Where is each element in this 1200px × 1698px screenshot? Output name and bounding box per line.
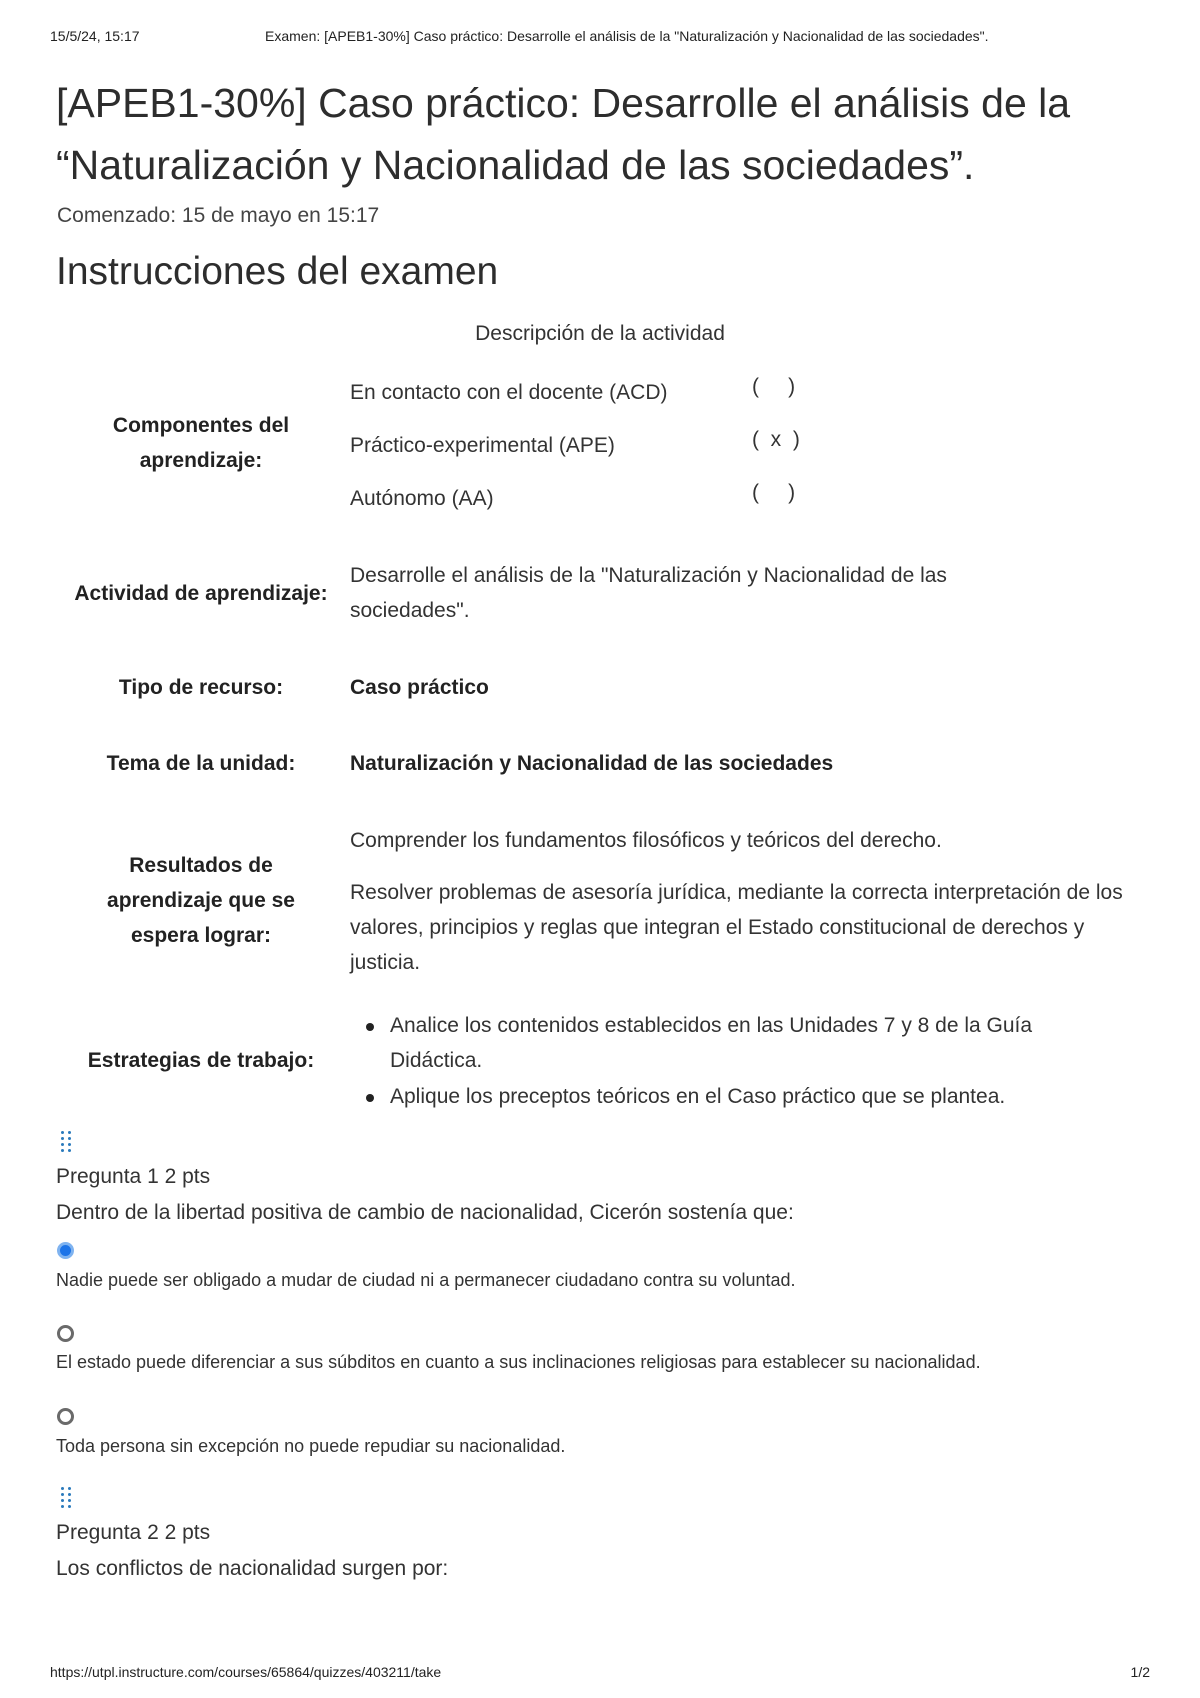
radio-button[interactable] (57, 1242, 74, 1259)
question-text: Dentro de la libertad positiva de cambio de nacionalidad, Cicerón sostenía que: (56, 1201, 794, 1224)
components-label: Componentes del aprendizaje: (112, 414, 290, 472)
strategy-item: Aplique los preceptos teóricos en el Caso práctico que se plantea. (350, 1079, 1130, 1114)
page-number: 1/2 (1130, 1664, 1150, 1680)
strategies-label: Estrategias de trabajo: (87, 1049, 315, 1072)
table-caption: Descripción de la actividad (475, 322, 725, 345)
quiz-started-time: Comenzado: 15 de mayo en 15:17 (57, 204, 380, 227)
print-date: 15/5/24, 15:17 (50, 28, 140, 44)
print-url: https://utpl.instructure.com/courses/65864/quizzes/403211/take (50, 1664, 442, 1680)
component-mark: ( ) (752, 481, 796, 504)
question-text: Los conflictos de nacionalidad surgen por: (56, 1557, 449, 1580)
outcomes-label: Resultados de aprendizaje que se espera lograr: (107, 854, 295, 947)
answer-label[interactable]: Nadie puede ser obligado a mudar de ciudad ni a permanecer ciudadano contra su voluntad. (56, 1270, 796, 1290)
answer-label[interactable]: El estado puede diferenciar a sus súbditos en cuanto a sus inclinaciones religiosas para establecer su nacionalidad. (56, 1352, 981, 1372)
strategies-list (350, 1008, 1130, 1115)
print-document-title: Examen: [APEB1-30%] Caso práctico: Desarrolle el análisis de la "Naturalización y Nacionalidad de las sociedades". (265, 28, 989, 44)
unit-topic-value: Naturalización y Nacionalidad de las sociedades (350, 752, 834, 775)
unit-topic-label: Tema de la unidad: (106, 752, 296, 775)
quiz-title: [APEB1-30%] Caso práctico: Desarrolle el análisis de la “Naturalización y Nacionalidad de las sociedades”. (56, 80, 1071, 188)
question-header: Pregunta 1 2 pts (56, 1165, 211, 1188)
print-footer (50, 1664, 1150, 1680)
component-mark: ( x ) (752, 428, 800, 451)
radio-button[interactable] (57, 1325, 74, 1342)
instructions-heading: Instrucciones del examen (56, 250, 499, 293)
resource-value: Caso práctico (350, 676, 489, 699)
answer-label[interactable]: Toda persona sin excepción no puede repudiar su nacionalidad. (56, 1436, 566, 1456)
question-header: Pregunta 2 2 pts (56, 1521, 211, 1544)
drag-handle-icon[interactable] (59, 1130, 77, 1156)
component-name: En contacto con el docente (ACD) (350, 381, 668, 404)
strategy-item: Analice los contenidos establecidos en las Unidades 7 y 8 de la Guía Didáctica. (350, 1008, 1130, 1078)
component-name: Práctico-experimental (APE) (350, 434, 615, 457)
activity-label: Actividad de aprendizaje: (74, 582, 328, 605)
radio-button[interactable] (57, 1408, 74, 1425)
drag-handle-icon[interactable] (59, 1486, 77, 1512)
activity-value: Desarrolle el análisis de la "Naturalización y Nacionalidad de las sociedades". (350, 564, 947, 622)
resource-label: Tipo de recurso: (118, 676, 284, 699)
component-name: Autónomo (AA) (350, 487, 494, 510)
outcome-item: Resolver problemas de asesoría jurídica, mediante la correcta interpretación de los valores, principios y reglas que integran el Estado constitucional de derechos y justicia. (350, 881, 1123, 974)
print-header (50, 28, 1160, 44)
outcome-item: Comprender los fundamentos filosóficos y teóricos del derecho. (350, 829, 942, 852)
component-mark: ( ) (752, 375, 796, 398)
